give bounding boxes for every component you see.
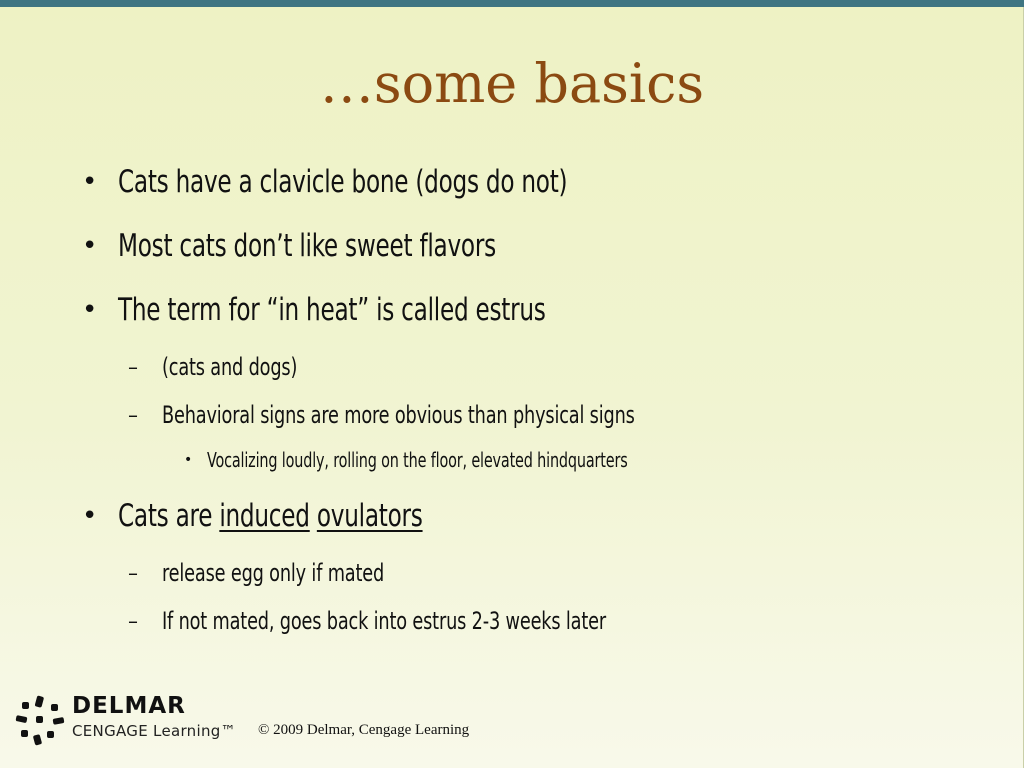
delmar-cengage-logo bbox=[14, 692, 264, 748]
sub-bullet-marker: – bbox=[128, 403, 138, 427]
sub-bullet-marker: – bbox=[128, 609, 138, 633]
bullet-marker: • bbox=[82, 231, 98, 261]
underlined-word-induced: induced bbox=[219, 498, 310, 534]
slide-title: …some basics bbox=[319, 52, 705, 115]
sub-bullet-marker: – bbox=[128, 355, 138, 379]
underlined-word-ovulators: ovulators bbox=[316, 498, 423, 534]
logo-wordmark: DELMAR bbox=[72, 693, 186, 719]
bullet-marker: • bbox=[82, 167, 98, 197]
bullet-estrus: The term for “in heat” is called estrus bbox=[118, 292, 546, 328]
bullet-marker: • bbox=[82, 501, 98, 531]
sub-sub-bullet-vocalizing: Vocalizing loudly, rolling on the floor, elevated hindquarters bbox=[207, 448, 628, 472]
bullet-clavicle: Cats have a clavicle bone (dogs do not) bbox=[118, 164, 568, 200]
sub-sub-bullet-marker: • bbox=[184, 452, 193, 468]
sub-bullet-cats-and-dogs: (cats and dogs) bbox=[162, 353, 298, 381]
bullet-prefix: Cats are bbox=[118, 498, 220, 534]
sub-bullet-behavioral-signs: Behavioral signs are more obvious than physical signs bbox=[162, 401, 635, 429]
sub-bullet-release-egg: release egg only if mated bbox=[162, 559, 385, 587]
logo-subtitle: CENGAGE Learning™ bbox=[72, 722, 236, 740]
sub-bullet-marker: – bbox=[128, 561, 138, 585]
bullet-sweet-flavors: Most cats don’t like sweet flavors bbox=[118, 228, 496, 264]
bullet-induced-ovulators bbox=[118, 494, 423, 538]
sub-bullet-not-mated: If not mated, goes back into estrus 2-3 weeks later bbox=[162, 607, 606, 635]
bullet-marker: • bbox=[82, 295, 98, 325]
pinwheel-dots-icon bbox=[14, 694, 66, 746]
copyright-footer: © 2009 Delmar, Cengage Learning bbox=[258, 722, 470, 738]
